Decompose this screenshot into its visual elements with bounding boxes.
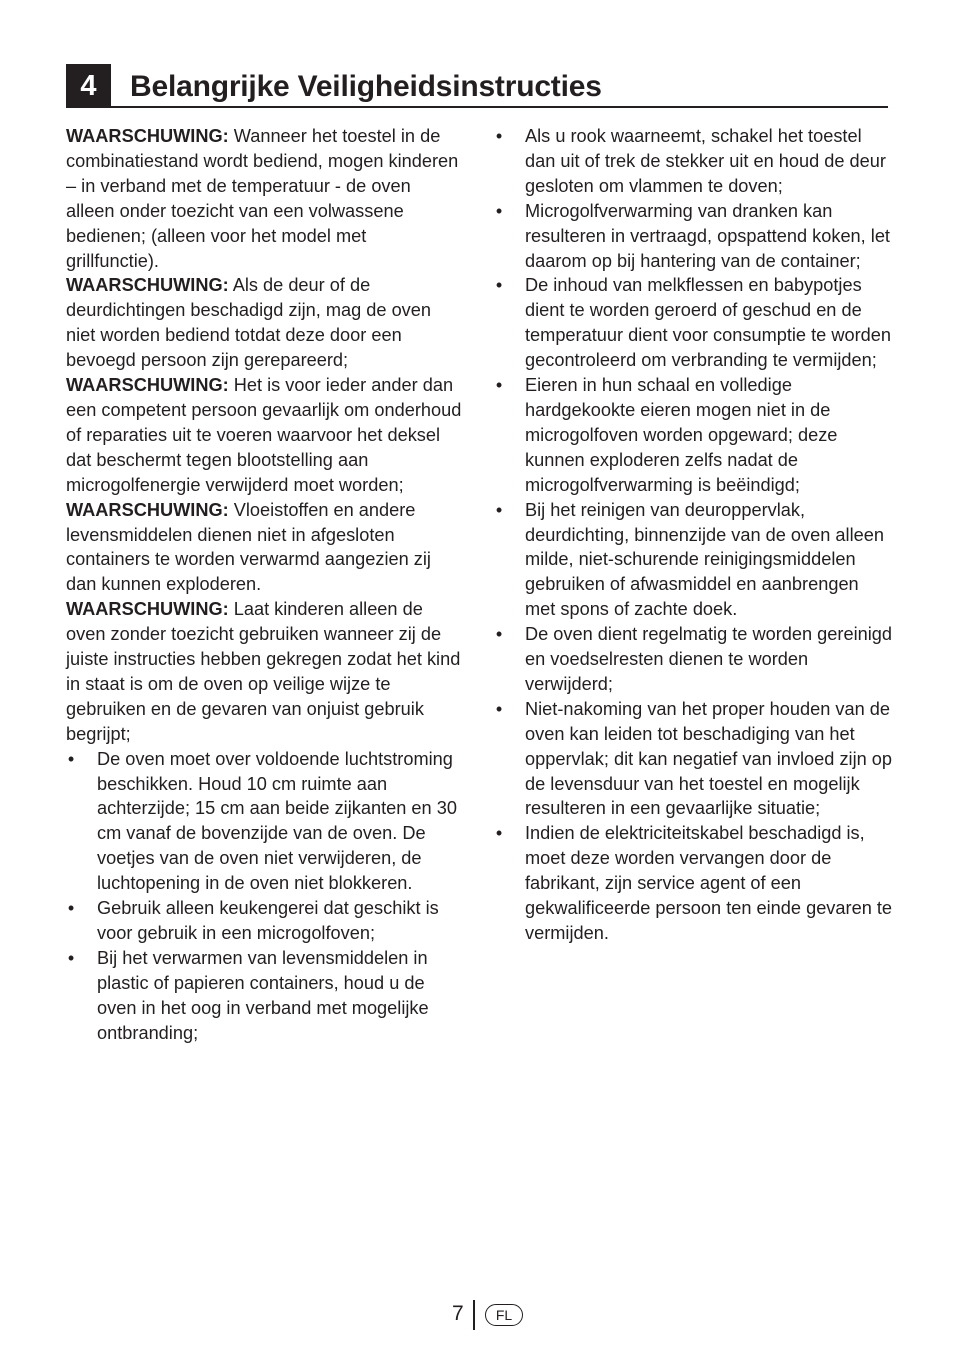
bullet-icon: • [67, 947, 75, 968]
bullet-icon: • [495, 275, 503, 296]
warning-label: WAARSCHUWING: [66, 375, 229, 396]
warning-label: WAARSCHUWING: [66, 126, 229, 146]
list-item [494, 273, 894, 373]
language-badge: FL [485, 1304, 523, 1326]
list-item-text: Bij het verwarmen van levensmiddelen in plastic of papieren containers, houd u de oven in het oog in verband met mogelijke ontbranding; [97, 947, 429, 1043]
list-item-text: Als u rook waarneemt, schakel het toestel dan uit of trek de stekker uit en houd de deur gesloten om vlammen te doven; [525, 126, 886, 196]
right-bullet-list [494, 124, 894, 946]
list-item [494, 498, 894, 623]
bullet-icon: • [67, 748, 75, 769]
bullet-icon: • [495, 823, 503, 844]
warning-label: WAARSCHUWING: [66, 599, 229, 620]
list-item [494, 199, 894, 274]
list-item [494, 373, 894, 498]
list-item [66, 747, 464, 896]
list-item-text: Indien de elektriciteitskabel beschadigd is, moet deze worden vervangen door de fabrikant, zijn service agent of een gekwalificeerde persoon ten einde gevaren te vermijden. [525, 823, 893, 943]
list-item [494, 622, 894, 697]
right-column [494, 124, 894, 946]
footer-divider [473, 1300, 475, 1330]
bullet-icon: • [495, 698, 503, 719]
warning-label: WAARSCHUWING: [66, 499, 229, 520]
warning-paragraph [66, 597, 464, 746]
warning-paragraph [66, 498, 464, 598]
list-item [66, 946, 464, 1046]
page-number: 7 [452, 1302, 464, 1325]
list-item-text: Niet-nakoming van het proper houden van de oven kan leiden tot beschadiging van het oppervlak; dit kan negatief van invloed zijn op de levensduur van het toestel en mogelijk resulteren in een gevaarlijke situatie; [525, 698, 893, 819]
bullet-icon: • [495, 375, 503, 396]
list-item [494, 697, 894, 822]
list-item-text: Microgolfverwarming van dranken kan resulteren in vertraagd, opspattend koken, let daarom op bij hantering van de container; [525, 200, 890, 271]
warning-text: Als de deur of de deurdichtingen beschadigd zijn, mag de oven niet worden bediend totdat deze door een bevoegd persoon zijn gerepareerd; [66, 275, 432, 371]
section-header [66, 64, 888, 108]
warning-label: WAARSCHUWING: [66, 275, 229, 296]
section-title: Belangrijke Veiligheidsinstructies [130, 70, 602, 103]
warning-text: Laat kinderen alleen de oven zonder toezicht gebruiken wanneer zij de juiste instructies hebben gekregen zodat het kind in staat is om de oven op veilige wijze te gebruiken en de gevaren van onjuist gebruik begrijpt; [66, 599, 461, 744]
list-item-text: Eieren in hun schaal en volledige hardgekookte eieren mogen niet in de microgolfoven worden opgeward; deze kunnen exploderen zelfs nadat de microgolfverwarming is beëindigd; [525, 375, 838, 495]
left-bullet-list [66, 747, 464, 1046]
list-item-text: De oven moet over voldoende luchtstroming beschikken. Houd 10 cm ruimte aan achterzijde; 15 cm aan beide zijkanten en 30 cm vanaf de bovenzijde van de oven. De voetjes van de oven niet verwijderen, de luchtopening in de oven niet blokkeren. [97, 748, 457, 894]
warning-text: Vloeistoffen en andere levensmiddelen dienen niet in afgesloten containers te worden verwarmd aangezien zij dan kunnen exploderen. [66, 499, 431, 595]
bullet-icon: • [67, 898, 75, 919]
list-item [494, 124, 894, 199]
list-item-text: De inhoud van melkflessen en babypotjes dient te worden geroerd of geschud en de temperatuur dient voor consumptie te worden gecontroleerd om verbranding te vermijden; [525, 275, 891, 371]
warning-paragraph [66, 124, 464, 273]
left-column [66, 124, 464, 1046]
bullet-icon: • [495, 200, 503, 221]
list-item-text: De oven dient regelmatig te worden gereinigd en voedselresten dienen te worden verwijderd; [525, 624, 893, 694]
list-item-text: Bij het reinigen van deuroppervlak, deurdichting, binnenzijde van de oven alleen milde, niet-schurende reinigingsmiddelen gebruiken of afwasmiddel en aanbrengen met spons of zachte doek. [525, 499, 884, 620]
warning-text: Het is voor ieder ander dan een competent persoon gevaarlijk om onderhoud of reparaties uit te voeren waarvoor het deksel dat beschermt tegen blootstelling aan microgolfenergie verwijderd moet worden; [66, 375, 462, 495]
warning-text: Wanneer het toestel in de combinatiestand wordt bediend, mogen kinderen – in verband met de temperatuur - de oven alleen onder toezicht van een volwassene bedienen; (alleen voor het model met grillfunctie). [66, 126, 459, 271]
bullet-icon: • [495, 499, 503, 520]
warning-paragraph [66, 273, 464, 373]
warning-paragraph [66, 373, 464, 498]
section-number: 4 [66, 64, 111, 106]
bullet-icon: • [495, 624, 503, 645]
list-item [66, 896, 464, 946]
bullet-icon: • [495, 126, 503, 146]
list-item [494, 821, 894, 946]
list-item-text: Gebruik alleen keukengerei dat geschikt is voor gebruik in een microgolfoven; [97, 898, 439, 943]
